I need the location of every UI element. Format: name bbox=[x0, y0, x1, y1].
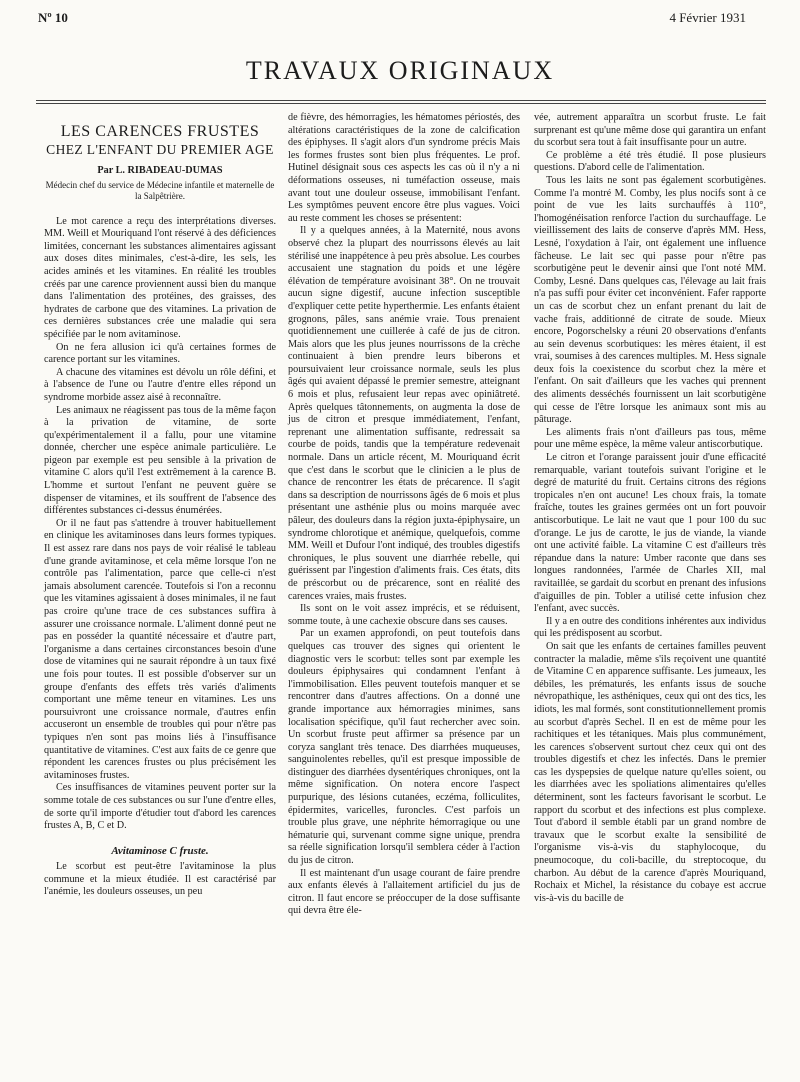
paragraph: Les aliments frais n'ont d'ailleurs pas tous, même pour une même espèce, la même valeur antiscorbutique. bbox=[534, 426, 766, 451]
paragraph: Tous les laits ne sont pas également scorbutigènes. Comme l'a montré M. Comby, les plus nocifs sont à ce point de vue les laits surchauffés à 110°, l'homogénéisation renforce l'action du surchauffage. Le vieillissement des laits de conserve d'après MM. Hess, Lesné, l'oxydation à l'air, ont également une influence fâcheuse. Le lait sec qui passe pour n'être pas scorbutigène peut le devenir ainsi que l'ont noté MM. Comby, Lesné. Dans quelques cas, l'élevage au lait frais n'a pas suffi pour éviter cet inconvénient. Fafer rapporte un cas de scorbut chez un enfant prenant du lait de vache frais, additionné de citrate de soude. Mieux encore, Pogorschelsky a réuni 20 observations d'enfants au sein devenus scorbutiques: les mères étaient, il est vrai, soumises à des carences multiples. M. Hess signale deux fois la coexistence du scorbut chez la mère et l'enfant. On sait d'ailleurs que les vaches qui prennent des aliments desséchés fournissent un lait scorbutigène qui cesse de l'être lorsque les animaux sont mis au pâturage. bbox=[534, 174, 766, 426]
author-line: Par L. RIBADEAU-DUMAS bbox=[97, 165, 223, 176]
paragraph: A chacune des vitamines est dévolu un rôle défini, et à l'absence de l'une ou l'autre d'entre elles répond un syndrome morbide assez aisé à reconnaître. bbox=[44, 366, 276, 403]
article-title: LES CARENCES FRUSTES bbox=[60, 123, 260, 140]
issue-number: Nº 10 bbox=[38, 10, 68, 25]
paragraph: Le scorbut est peut-être l'avitaminose la plus commune et la mieux étudiée. Il est caractérisé par l'anémie, les douleurs osseuses, un peu bbox=[44, 861, 276, 898]
paragraph: Par un examen approfondi, on peut toutefois dans quelques cas trouver des signes qui orientent le diagnostic vers le scorbut: telles sont par exemple les douleurs épiphysaires qui condamnent l'enfant à l'immobilisation. Elles peuvent toutefois manquer et se rencontrer dans d'autres affections. On a donné une grande importance aux hémorragies minimes, sans localisation spécifique, qu'il faut rechercher avec soin. Un scorbut fruste peut affirmer sa présence par un coryza sanglant très tenace. Des diarrhées muqueuses, sanguinolentes rebelles, qu'il est presque impossible de distinguer des diarrhées dysentériques chroniques, ont la même signification. On notera encore l'aspect purpurique, des lésions cutanées, eczéma, folliculites, épidermites, varicelles, furoncles. C'est parfois un trouble plus grave, une néphrite hémorragique ou une hématurie qui, survenant comme signe unique, prendra sa réelle signification lorsqu'il semblera céder à l'action du jus de citron. bbox=[288, 628, 520, 867]
text-column-2 bbox=[288, 112, 520, 918]
paragraph: Ils sont on le voit assez imprécis, et se réduisent, somme toute, à une cachexie obscure dans ses causes. bbox=[288, 603, 520, 627]
paragraph: de fièvre, des hémorragies, les hématomes périostés, des altérations caractéristiques de la zone de calcification des épiphyses. Il s'agit alors d'un syndrome précis Mais les formes frustes sont bien plus fréquentes. Le prof. Hutinel désignait sous ces aspects les cas où il n'y a ni déformations osseuses, ni tuméfaction osseuse, mais avant tout une douleur osseuse, immobilisant l'enfant. Les symptômes peuvent encore être plus vagues. Voici au reste comment les choses se présentent: bbox=[288, 112, 520, 224]
paragraph: Les animaux ne réagissent pas tous de la même façon à la privation de vitamine, de sorte qu'expérimentalement il a fallu, pour une vitamine donnée, chercher une espèce animale particulière. Le pigeon par exemple est peu sensible à la privation de vitamine C alors qu'il l'est extrêmement à la carence B. L'homme et surtout l'enfant ne peuvent guère se dispenser de vitamines, et ils souffrent de l'absence des différentes substances ci-dessus énumérées. bbox=[44, 404, 276, 517]
paragraph: vée, autrement apparaîtra un scorbut fruste. Le fait surprenant est qu'une même dose qui garantira un enfant du scorbut sera tout à fait insuffisante pour un autre. bbox=[534, 112, 766, 149]
paragraph: Il est maintenant d'un usage courant de faire prendre aux enfants élevés à l'allaitement artificiel du jus de citron. Il faut encore se préoccuper de la dose suffisante qui devra être éle- bbox=[288, 867, 520, 917]
paragraph: On sait que les enfants de certaines familles peuvent contracter la maladie, même s'ils reçoivent une quantité de Vitamine C en apparence suffisante. Les jumeaux, les débiles, les prématurés, les enfants issus de souche névropathique, les asthéniques, ceux qui ont des tics, les idiots, les mal formés, sont constitutionnellement promis au scorbut d'après Sechel. Il en est de même pour les rachitiques et les tétaniques. Mais plus communément, les carences s'observent surtout chez ceux qui ont des troubles digestifs et chez les infectés. Dans le premier cas les dyspepsies de quelque nature qu'elles soient, ou les diarrhées avec les spoliations alimentaires qu'elles déterminent, sont les facteurs favorisant le scorbut. Le rapport du scorbut et des infections est plus complexe. Tout d'abord il semble établi par un grand nombre de travaux que le scorbut exalte la sensibilité de l'organisme vis-à-vis du staphylocoque, du pneumocoque, du coli-bacille, du streptocoque, du charbon. Au début de la carence d'après Mouriquand, Rochaix et Michel, la résistance du cobaye est accrue vis-à-vis du bacille de bbox=[534, 640, 766, 904]
text-column-1 bbox=[44, 112, 276, 899]
header-rule bbox=[36, 100, 766, 101]
paragraph: Il y a en outre des conditions inhérentes aux individus qui les prédisposent au scorbut. bbox=[534, 615, 766, 640]
author-affiliation: Médecin chef du service de Médecine infantile et maternelle de la Salpêtrière. bbox=[45, 179, 275, 201]
text-column-3 bbox=[534, 112, 766, 905]
article-subtitle: CHEZ L'ENFANT DU PREMIER AGE bbox=[46, 142, 274, 157]
section-heading: Avitaminose C fruste. bbox=[111, 844, 209, 857]
header-rule bbox=[36, 103, 766, 104]
paragraph: Le mot carence a reçu des interprétations diverses. MM. Weill et Mouriquand l'ont réservé à des déficiences limitées, concernant les substances alimentaires agissant aux doses dites minimales, c'est-à-dire, les sels, les acides aminés et les vitamines. En réalité les troubles créés par une carence proviennent aussi bien du manque dans l'alimentation des protéines, des graisses, des hydrates de carbone que des vitamines. La privation de ces dernières substances crée une maladie qui sera spécifiée par le nom avitaminose. bbox=[44, 215, 276, 340]
paragraph: Or il ne faut pas s'attendre à trouver habituellement en clinique les avitaminoses dans leurs formes typiques. Il est assez rare dans nos pays de voir réalisé le tableau d'une grande avitaminose, et cela même lorsque l'on ne contrôle pas l'alimentation, parce que celle-ci n'est jamais absolument carencée. Toutefois si l'on a reconnu que les vitamines agissaient à doses minimales, il ne faut pas croire qu'une trace de ces substances suffira à assurer une croissance normale. L'aliment donné peut ne pas en posséder la quantité nécessaire et d'autre part, l'organisme a dans certaines circonstances besoin d'une dose de vitamines qui ne saurait répondre à un taux fixé une fois pour toutes. Il est possible d'observer sur un groupe d'enfants des effets très variés d'aliments comportant une même teneur en vitamines. Les uns poursuivront une croissance normale, d'autres enfin accuseront un ensemble de troubles qui pour n'être pas typiques n'en sont pas moins liés à l'insuffisance quantitative de vitamines. C'est aux faits de ce genre que répondent les carences frustes ou plus précisément les avitaminoses frustes. bbox=[44, 517, 276, 781]
section-title: TRAVAUX ORIGINAUX bbox=[245, 56, 555, 85]
paragraph: Il y a quelques années, à la Maternité, nous avons observé chez la plupart des nourrissons élevés au lait stérilisé une inappétence à peu près absolue. Les courbes accusaient une stagnation du poids et une légère élévation de température avoisinant 38°. On ne trouvait aucun signe digestif, aucune infection susceptible d'expliquer cette petite hyperthermie. Les enfants étaient grognons, pâles, sans anémie vraie. Tous prenaient quotidiennement une cuillerée à café de jus de citron. Mais alors que les plus jeunes nourrissons de la crèche continuaient à bien prendre leurs biberons et poursuivaient leur croissance normale, seuls les plus âgés qui avaient dépassé le premier semestre, atteignant 6 mois et plus, refusaient leur repas avec opiniâtreté. Après quelques tâtonnements, on augmenta la dose de jus de citron et presque immédiatement, l'enfant, reprenant une alimentation suffisante, redressait sa courbe de poids, tandis que la température redevenait normale. Dans un article récent, M. Mouriquand écrit que c'est dans le scorbut que le clinicien a le plus de chance de rencontrer les états de précarence. Il s'agit dans sa description de nourrissons âgés de 6 mois et plus présentant une asthénie plus ou moins marquée avec pâleur, des douleurs dans la région juxta-épiphysaire, un syndrome chlorotique et anémique, quelquefois, comme MM. Weill et Dufour l'ont indiqué, des troubles digestifs chroniques, le plus souvent une diarrhée rebelle, qui guérissent par l'ingestion d'aliments frais. Ces états, dits de préscorbut ou de précarence, sont en réalité des carences vraies, mais frustes. bbox=[288, 225, 520, 602]
paragraph: Ce problème a été très étudié. Il pose plusieurs questions. D'abord celle de l'alimentation. bbox=[534, 149, 766, 174]
paragraph: Ces insuffisances de vitamines peuvent porter sur la somme totale de ces substances ou sur l'une d'entre elles, de sorte qu'il importe d'étudier tout d'abord les carences frustes A, B, C et D. bbox=[44, 782, 276, 832]
paragraph: Le citron et l'orange paraissent jouir d'une efficacité remarquable, variant toutefois suivant l'origine et le degré de maturité du fruit. Certains citrons des régions tropicales n'en ont aucune! Les choux frais, la tomate fraîche, toutes les graines germées ont un fort pouvoir antiscorbutique. Le lait ne vaut que 1 pour 100 du suc d'orange. Le jus de carotte, le jus de viande, la viande ont une activité faible. La vitamine C est d'ailleurs très répandue dans la nature: Umber raconte que dans ses longues randonnées, l'armée de Charles XII, mal ravitaillée, se gardait du scorbut en prenant des infusions d'aiguilles de pin. Tobler a utilisé cette infusion chez l'enfant, avec succès. bbox=[534, 452, 766, 615]
paragraph: On ne fera allusion ici qu'à certaines formes de carence portant sur les vitamines. bbox=[44, 341, 276, 366]
issue-date: 4 Février 1931 bbox=[669, 10, 746, 25]
